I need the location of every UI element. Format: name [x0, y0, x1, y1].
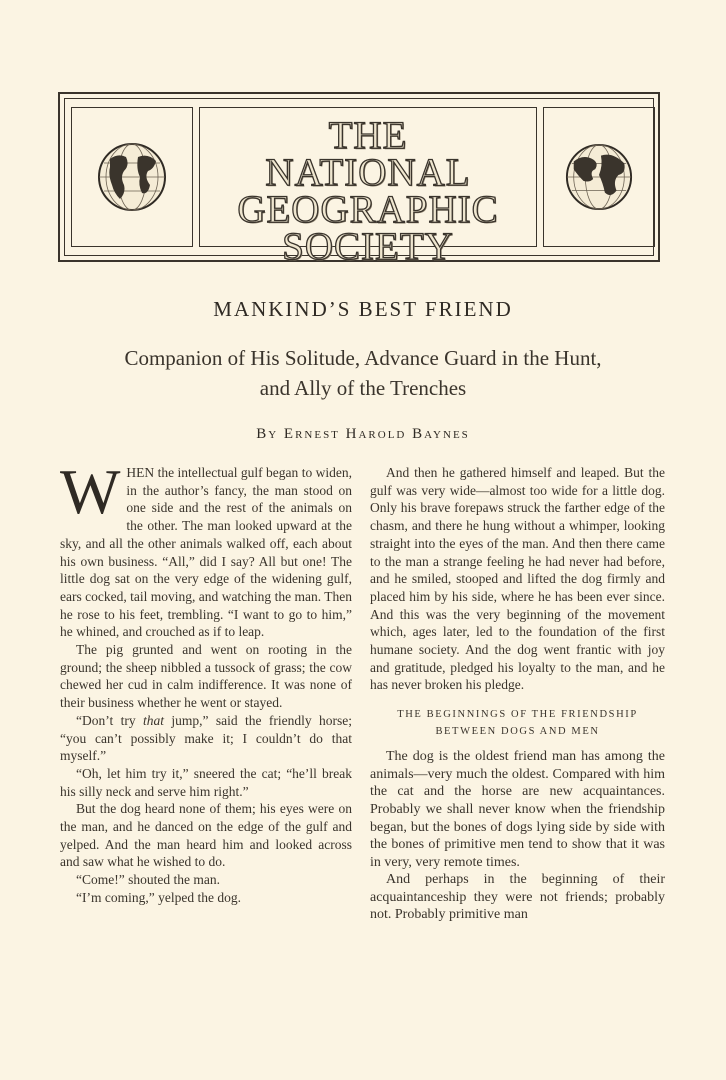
masthead	[58, 92, 660, 268]
paragraph: And perhaps in the beginning of their acquaintanceship they were not friends; probably not. Probably primitive man	[370, 872, 665, 923]
title-line-national: NATIONAL	[265, 151, 471, 194]
paragraph: And then he gathered himself and leaped. But the gulf was very wide—almost too wide for a little dog. Only his brave forepaws struck the farther edge of the chasm, and there he hung without a whimper, looking straight into the eyes of the man. And then there came to the man a strange feeling he had never had before, and he smiled, stooped and lifted the dog firmly and placed him by his side, where he has been ever since. And this was the very beginning of the movement which, ages later, led to the foundation of the first humane society. And the dog went frantic with joy and gratitude, pledged his loyalty to the man, and he has never broken his pledge.	[370, 465, 665, 693]
masthead-title-panel	[199, 107, 537, 268]
emphasis: that	[143, 712, 165, 728]
masthead-frame	[64, 98, 654, 268]
paragraph: “Oh, let him try it,” sneered the cat; “he’ll break his silly neck and serve him right.”	[60, 765, 352, 799]
paragraph	[60, 712, 352, 765]
title-line-society: SOCIETY	[282, 225, 454, 268]
title-line-the: THE	[328, 114, 408, 157]
society-title	[200, 114, 536, 268]
masthead-right-panel	[543, 107, 655, 247]
drop-cap: W	[60, 456, 121, 527]
right-column	[370, 464, 665, 924]
title-line-geographic: GEOGRAPHIC	[237, 188, 499, 231]
left-column	[60, 456, 352, 907]
subtitle-line-2: and Ally of the Trenches	[259, 376, 467, 400]
article-subtitle	[40, 343, 686, 403]
paragraph: “Come!” shouted the man.	[76, 872, 220, 888]
paragraph: The dog is the oldest friend man has among the animals—very much the oldest. Compared with him the cat and the horse are new acquaintances. Probably we shall never know when the friendship began, but the bones of dogs lying side by side with the bones of primitive men tend to show that it was in very, very remote times.	[370, 749, 665, 870]
globe-icon	[96, 141, 168, 213]
section-heading	[370, 706, 665, 740]
section-heading-line-1: THE BEGINNINGS OF THE FRIENDSHIP	[397, 709, 638, 721]
paragraph-text: HEN the intellectual gulf began to widen, in the author’s fancy, the man stood on one side and the rest of the animals on the other. The man looked upward at the sky, and all the other animals walked off, each about his own business. “All,” did I say? All but one! The little dog sat on the very edge of the widening gulf, ears cocked, tail moving, and watching the man. Then he rose to his feet, trembling. “I want to go to him,” he whined, and crouched as if to leap.	[60, 465, 352, 640]
paragraph-text: jump,” said the friendly horse; “you can’t possibly make it; I couldn’t do that myself.”	[60, 712, 352, 764]
masthead-left-panel	[71, 107, 193, 247]
paragraph-text: “Don’t try	[76, 712, 143, 728]
paragraph: But the dog heard none of them; his eyes were on the man, and he danced on the edge of the gulf and yelped. And the man heard him and looked across and saw what he wished to do.	[60, 801, 352, 870]
paragraph: “I’m coming,” yelped the dog.	[76, 889, 241, 905]
paragraph	[60, 456, 352, 641]
section-heading-line-2: BETWEEN DOGS AND MEN	[435, 726, 600, 738]
byline: By Ernest Harold Baynes	[256, 426, 470, 442]
subtitle-line-1: Companion of His Solitude, Advance Guard in the Hunt,	[124, 346, 602, 370]
paragraph: The pig grunted and went on rooting in the ground; the sheep nibbled a tussock of grass; the cow chewed her cud in calm indifference. It was none of their business whether he went or stayed.	[60, 642, 352, 711]
globe-icon	[564, 142, 634, 212]
article-title: MANKIND’S BEST FRIEND	[213, 297, 513, 321]
